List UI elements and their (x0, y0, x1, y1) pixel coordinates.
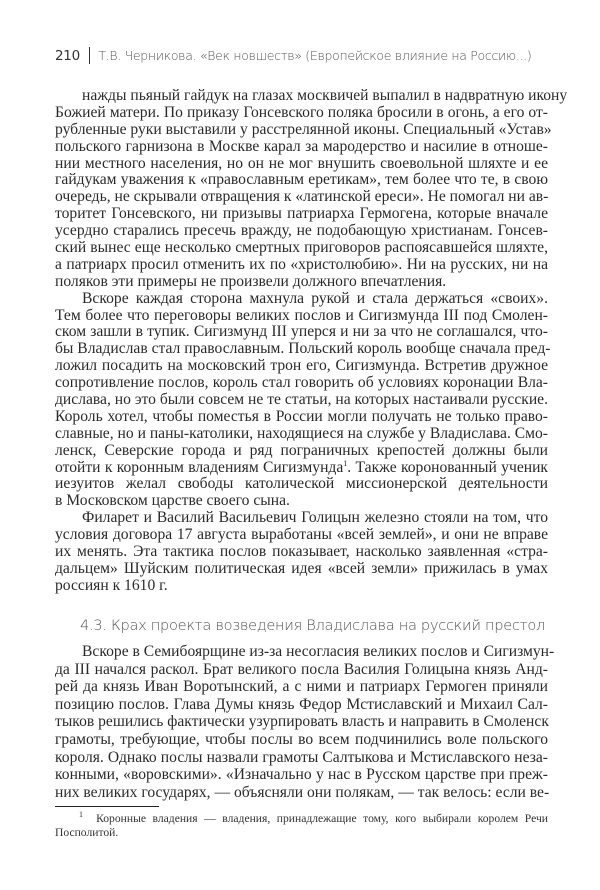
line-text: ленск, Северские города и ряд пограничных крепостей должны были (55, 441, 548, 459)
line-text: иезуитов желал свободы католической миссионерской деятельности (55, 475, 548, 493)
body-text-bottom (55, 643, 555, 801)
line-text: Тем более что переговоры великих послов и Сигизмунда III под Смолен- (55, 306, 548, 324)
text-line (55, 156, 548, 173)
text-line (55, 392, 548, 409)
text-line (55, 274, 548, 291)
text-line (55, 409, 548, 426)
text-line (55, 443, 548, 460)
line-text: конными, «воровскими». «Изначально у нас в Русском царстве при преж- (55, 766, 548, 784)
footnote-divider (55, 806, 159, 807)
line-text: позицию послов. Глава Думы князь Федор Мстиславский и Михаил Сал- (55, 695, 548, 713)
line-text: условия договора 17 августа выработаны «всей землей», и они не вправе (55, 526, 548, 544)
text-line (55, 240, 548, 257)
line-text: Филарет и Василий Васильевич Голицын железно стояли на том, что (82, 509, 548, 527)
text-line (55, 291, 548, 308)
line-text: Вскоре каждая сторона махнула рукой и стала держаться «своих». (82, 289, 548, 307)
page-number: 210 (55, 48, 80, 64)
line-text: их менять. Эта тактика послов показывает, насколько заявленная «стра- (55, 543, 548, 561)
line-text: них великих государях, — объясняли они полякам, — так велось: если ве- (55, 783, 550, 801)
line-text-tail: . Также коронованный ученик (347, 458, 549, 476)
line-text: да III начался раскол. Брат великого посла Василия Голицына князь Анд- (55, 660, 548, 678)
line-text: а патриарх просил отменить их по «христолюбию». Ни на русских, ни на (55, 255, 548, 273)
line-text: рей да князь Иван Воротынский, а с ними и патриарх Гермоген приняли (55, 678, 548, 696)
line-text: очередь, не скрывали отвращения к «латинской ереси». Не помогал ни ав- (55, 188, 549, 206)
text-line (55, 661, 548, 679)
text-line (55, 544, 548, 561)
text-line (55, 87, 568, 105)
line-text: Король хотел, чтобы поместья в России могли получать не только право- (55, 407, 548, 425)
line-text: тыков решились фактически узурпировать власть и направить в Смоленск (55, 713, 549, 731)
text-line (55, 578, 548, 595)
text-line (55, 643, 555, 661)
footnote (55, 812, 548, 840)
text-line (55, 120, 552, 139)
text-line (55, 189, 548, 206)
line-text: россиян к 1610 г. (55, 576, 168, 594)
footnote-text: Коронные владения — владения, принадлежащие тому, кого выбирали королем Речи (96, 812, 548, 825)
header-divider (89, 47, 91, 64)
text-line (55, 139, 548, 156)
text-line (55, 527, 548, 544)
text-line (55, 358, 548, 375)
line-text: ложил посадить на московский трон его, Сигизмунда. Встретив дружное (55, 357, 548, 375)
line-text: ский вынес еще несколько смертных приговоров распоясавшейся шляхте, (55, 239, 548, 257)
line-text: грамоты, требующие, чтобы послы во всем подчинились воле польского (55, 730, 548, 748)
text-line (55, 206, 548, 223)
line-text: Вскоре в Семибоярщине из-за несогласия великих послов и Сигизмун- (82, 643, 555, 660)
line-text: отойти к коронным владениям Сигизмунда (55, 458, 344, 476)
footnote-line-2: Посполитой. (55, 826, 119, 839)
text-line (55, 324, 548, 341)
text-line (55, 460, 548, 477)
line-text: бы Владислав стал православным. Польский король вообще сначала пред- (55, 340, 551, 358)
text-line (55, 375, 548, 392)
text-line (55, 308, 548, 325)
line-text: польского гарнизона в Москве карал за мародерство и насилие в отноше- (55, 137, 548, 155)
text-line (55, 784, 548, 802)
line-text: Божией матери. По приказу Гонсевского поляка бросили в огонь, а его от- (55, 103, 548, 121)
footnote-number: 1 (79, 810, 83, 820)
line-text: в Московском царстве своего сына. (55, 492, 290, 510)
text-line (55, 340, 551, 358)
text-line (55, 476, 548, 493)
text-line (55, 731, 548, 749)
line-text: сопротивление послов, король стал говорить об условиях коронации Вла- (55, 374, 548, 392)
footnote-reference[interactable]: 1 (343, 458, 348, 468)
text-line (55, 105, 548, 122)
section-heading: 4.3. Крах проекта возведения Владислава на русский престол (80, 617, 545, 634)
line-text: славные, но и паны-католики, находящиеся на службе у Владислава. Смо- (55, 424, 548, 442)
footnote-line-1 (55, 812, 548, 826)
text-line (55, 678, 548, 696)
text-line (55, 696, 548, 714)
text-line (55, 749, 548, 767)
line-text: нажды пьяный гайдук на глазах москвичей выпалил в надвратную икону (82, 87, 568, 104)
line-text: усердно старались пресечь вражду, не подобающую христианам. Гонсев- (55, 222, 548, 240)
line-text: торитет Гонсевского, ни призывы патриарха Гермогена, которые вначале (55, 205, 548, 223)
line-text: дислава, но это были совсем не те статьи, на которых настаивали русские. (55, 391, 548, 409)
text-line (55, 223, 548, 240)
running-title: Т.В. Черникова. «Век новшеств» (Европейское влияние на Россию...) (98, 48, 532, 63)
text-line (55, 172, 548, 189)
running-header (55, 47, 531, 64)
line-text: нии местного населения, но он не мог внушить своевольной шляхте и ее (55, 154, 548, 172)
line-text: короля. Однако послы назвали грамоты Салтыкова и Мстиславского неза- (55, 748, 548, 766)
line-text: ском зашли в тупик. Сигизмунд III уперся и ни за что не соглашался, что- (55, 323, 548, 341)
line-text: дальцем» Шуйским политическая идея «всей земли» прижилась в умах (55, 559, 548, 577)
text-line (55, 257, 548, 274)
text-line (55, 561, 548, 578)
line-text: гайдукам уважения к «православным еретикам», тем более что те, в свою (55, 171, 548, 189)
text-line (55, 426, 548, 443)
text-line (55, 510, 548, 527)
text-line (55, 493, 548, 510)
body-text-top (55, 87, 568, 595)
line-text: рубленные руки выставили у расстрелянной иконы. Специальный «Устав» (55, 120, 552, 138)
text-line (55, 713, 548, 731)
line-text: поляков эти примеры не произвели должного впечатления. (55, 272, 447, 290)
text-line (55, 766, 548, 784)
